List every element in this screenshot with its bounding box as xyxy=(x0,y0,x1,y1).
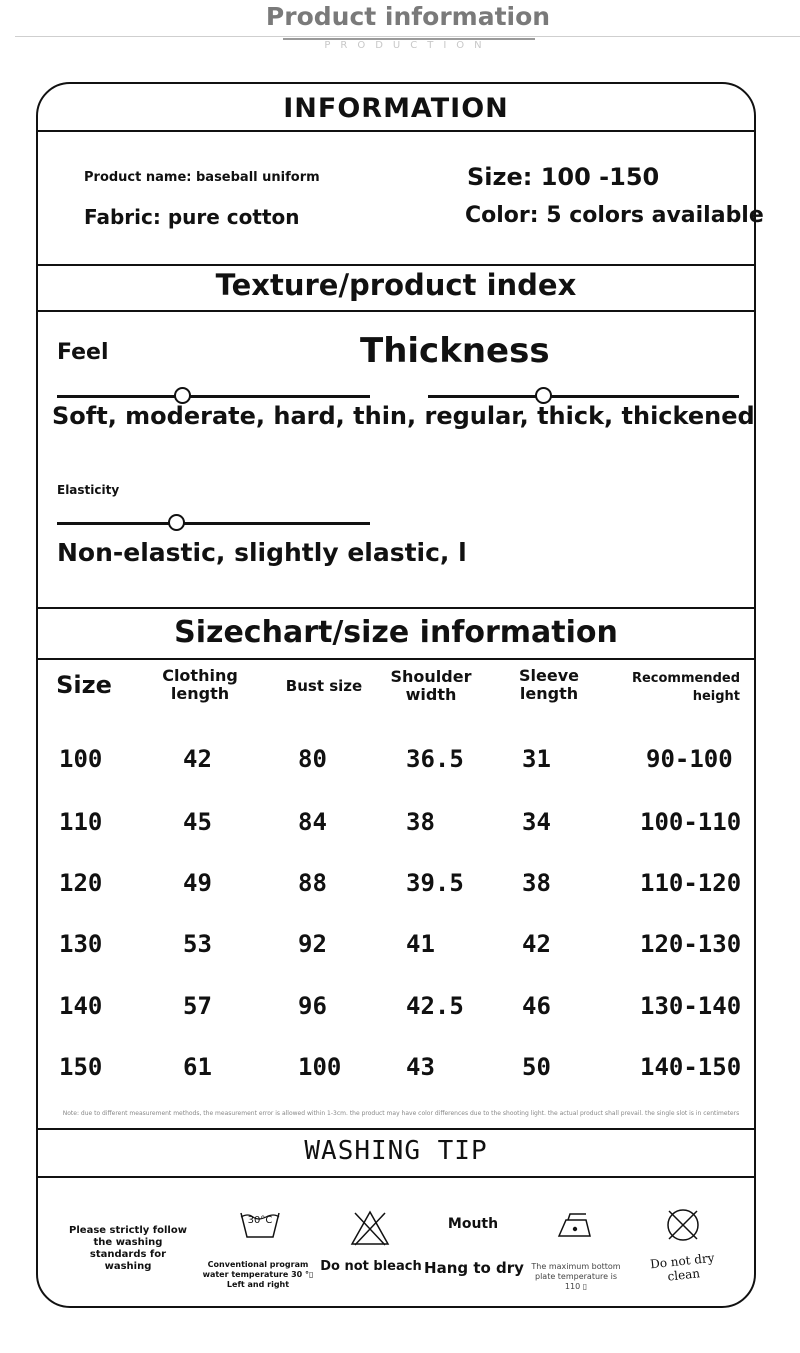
size-cell: 42 xyxy=(183,745,212,773)
page-title: Product information xyxy=(265,2,551,31)
feel-label: Feel xyxy=(57,340,109,365)
measurement-note: Note: due to different measurement methods, the measurement error is allowed within 1-3cm. the product may have color differences due to the shooting light. the actual product shall prevail. the single slot is in centimeters xyxy=(62,1110,740,1117)
divider xyxy=(36,1176,756,1178)
size-cell: 49 xyxy=(183,869,212,897)
elasticity-options: Non-elastic, slightly elastic, l xyxy=(57,538,467,567)
size-cell: 96 xyxy=(298,992,327,1020)
size-cell: 42.5 xyxy=(406,992,464,1020)
elasticity-scale xyxy=(57,522,370,525)
no-dry-clean-icon xyxy=(664,1206,702,1244)
size-cell: 34 xyxy=(522,808,551,836)
size-cell: 110-120 xyxy=(640,869,742,897)
size-cell: 100 xyxy=(59,745,103,773)
size-cell: 57 xyxy=(183,992,212,1020)
size-header-3: Shoulder width xyxy=(390,667,472,704)
washing-intro: Please strictly follow the washing standards for washing xyxy=(69,1225,187,1272)
washing-title: WASHING TIP xyxy=(304,1136,488,1166)
wash-temp-text: 30°C xyxy=(247,1215,273,1226)
size-cell: 61 xyxy=(183,1053,212,1081)
size-cell: 80 xyxy=(298,745,327,773)
product-name: Product name: baseball uniform xyxy=(84,170,320,185)
color-count: Color: 5 colors available xyxy=(465,203,764,228)
size-cell: 110 xyxy=(59,808,103,836)
size-cell: 88 xyxy=(298,869,327,897)
divider xyxy=(36,1128,756,1130)
divider xyxy=(36,264,756,266)
elasticity-knob xyxy=(168,514,185,531)
feel-scale xyxy=(57,395,370,398)
size-header-0: Size xyxy=(56,671,112,699)
thickness-scale xyxy=(428,395,739,398)
size-cell: 130 xyxy=(59,930,103,958)
size-cell: 45 xyxy=(183,808,212,836)
size-cell: 92 xyxy=(298,930,327,958)
fabric: Fabric: pure cotton xyxy=(84,205,300,229)
size-cell: 46 xyxy=(522,992,551,1020)
size-header-2: Bust size xyxy=(285,677,363,695)
hang-dry-label: Hang to dry xyxy=(424,1259,524,1277)
size-cell: 120 xyxy=(59,869,103,897)
size-cell: 90-100 xyxy=(646,745,733,773)
size-cell: 140-150 xyxy=(640,1053,742,1081)
hang-dry-icon: Mouth xyxy=(447,1216,499,1232)
size-cell: 53 xyxy=(183,930,212,958)
size-cell: 84 xyxy=(298,808,327,836)
size-cell: 42 xyxy=(522,930,551,958)
sizechart-title: Sizechart/size information xyxy=(174,615,618,650)
divider xyxy=(36,130,756,132)
divider xyxy=(36,607,756,609)
no-bleach-label: Do not bleach xyxy=(320,1259,422,1274)
no-dry-clean-label: Do not dry clean xyxy=(649,1250,716,1284)
size-cell: 120-130 xyxy=(640,930,742,958)
size-cell: 150 xyxy=(59,1053,103,1081)
texture-title: Texture/product index xyxy=(215,268,577,302)
size-cell: 38 xyxy=(406,808,435,836)
iron-icon xyxy=(556,1210,594,1242)
information-title: INFORMATION xyxy=(283,93,509,124)
iron-label: The maximum bottom plate temperature is 110 ▯ xyxy=(531,1262,621,1291)
size-range: Size: 100 -150 xyxy=(467,163,660,191)
size-cell: 50 xyxy=(522,1053,551,1081)
size-cell: 38 xyxy=(522,869,551,897)
size-cell: 36.5 xyxy=(406,745,464,773)
size-header-5: Recommended height xyxy=(631,671,740,704)
page-subtitle: PRODUCTION xyxy=(324,40,492,51)
size-cell: 100 xyxy=(298,1053,342,1081)
header-divider xyxy=(15,36,800,37)
size-cell: 39.5 xyxy=(406,869,464,897)
thickness-label: Thickness xyxy=(360,331,550,371)
texture-options: Soft, moderate, hard, thin, regular, thick, thickened xyxy=(52,402,755,430)
size-header-1: Clothing length xyxy=(162,666,238,703)
size-cell: 43 xyxy=(406,1053,435,1081)
size-cell: 100-110 xyxy=(640,808,742,836)
size-cell: 31 xyxy=(522,745,551,773)
size-cell: 130-140 xyxy=(640,992,742,1020)
size-cell: 140 xyxy=(59,992,103,1020)
elasticity-label: Elasticity xyxy=(57,483,120,497)
size-header-4: Sleeve length xyxy=(519,666,579,703)
no-bleach-icon xyxy=(349,1209,391,1247)
size-cell: 41 xyxy=(406,930,435,958)
wash-label: Conventional program water temperature 30 °▯ Left and right xyxy=(202,1260,314,1289)
divider xyxy=(36,658,756,660)
divider xyxy=(36,310,756,312)
